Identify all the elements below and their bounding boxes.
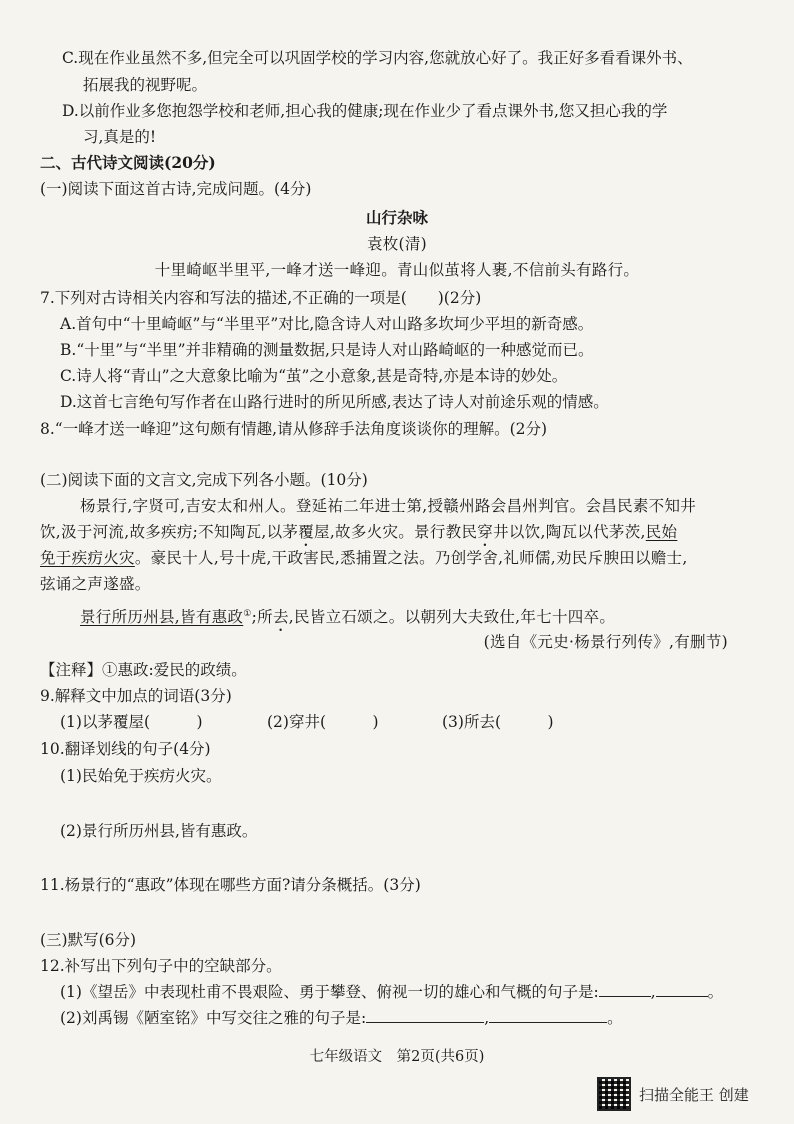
q7-option-c: C.诗人将“青山”之大意象比喻为“茧”之小意象,甚是奇特,亦是本诗的妙处。 bbox=[60, 367, 568, 385]
page-footer: 七年级语文 第2页(共6页) bbox=[309, 1049, 485, 1065]
option-d-line1: D.以前作业多您抱怨学校和老师,担心我的健康;现在作业少了看点课外书,您又担心我的学 bbox=[62, 102, 668, 120]
dotted-word-chuan: 穿 bbox=[477, 523, 494, 541]
scanner-watermark: 扫描全能王 创建 bbox=[639, 1086, 749, 1104]
underlined-sentence-1a: 民始 bbox=[645, 523, 678, 541]
option-d-line2: 习,真是的! bbox=[83, 128, 157, 146]
underlined-sentence-1b: 免于疾疠火灾 bbox=[40, 549, 135, 567]
answer-blank[interactable] bbox=[489, 1008, 607, 1023]
answer-blank[interactable] bbox=[366, 1008, 484, 1023]
q7-option-b: B.“十里”与“半里”并非精确的测量数据,只是诗人对山路崎岖的一种感觉而已。 bbox=[60, 341, 594, 359]
q10-stem: 10.翻译划线的句子(4分) bbox=[40, 740, 211, 758]
q8-stem: 8.“一峰才送一峰迎”这句颇有情趣,请从修辞手法角度谈谈你的理解。(2分) bbox=[40, 420, 548, 438]
answer-blank[interactable] bbox=[599, 982, 651, 997]
q10-item-1: (1)民始免于疾疠火灾。 bbox=[60, 767, 222, 785]
passage-line4: 弦诵之声遂盛。 bbox=[40, 575, 151, 593]
q12-item-2: (2)刘禹锡《陋室铭》中写交往之雅的句子是: , 。 bbox=[60, 1009, 623, 1027]
dotted-word-fu: 覆 bbox=[298, 523, 315, 541]
qr-code-icon bbox=[597, 1077, 631, 1111]
q7-option-a: A.首句中“十里崎岖”与“半里平”对比,隐含诗人对山路多坎坷少平坦的新奇感。 bbox=[60, 315, 594, 333]
q9-item-2: (2)穿井( ) bbox=[267, 713, 379, 731]
option-c-line2: 拓展我的视野呢。 bbox=[83, 76, 208, 94]
annotation-note: 【注释】①惠政:爱民的政绩。 bbox=[40, 661, 247, 679]
passage-line5: 景行所历州县,皆有惠政①;所去,民皆立石颂之。以朝列大夫致仕,年七十四卒。 bbox=[80, 608, 616, 627]
q12-stem: 12.补写出下列句子中的空缺部分。 bbox=[40, 957, 282, 975]
poem-text: 十里崎岖半里平,一峰才送一峰迎。青山似茧将人裹,不信前头有路行。 bbox=[154, 261, 640, 279]
part-2-intro: (二)阅读下面的文言文,完成下列各小题。(10分) bbox=[40, 471, 368, 489]
q10-item-2: (2)景行所历州县,皆有惠政。 bbox=[60, 822, 258, 840]
option-c-line1: C.现在作业虽然不多,但完全可以巩固学校的学习内容,您就放心好了。我正好多看看课外书、 bbox=[62, 49, 693, 67]
passage-line3: 免于疾疠火灾。豪民十人,号十虎,干政害民,悉捕置之法。乃创学舍,礼师儒,劝民斥腴田以赡士, bbox=[40, 549, 688, 567]
passage-line2: 饮,汲于河流,故多疾疠;不知陶瓦,以茅覆屋,故多火灾。景行教民穿井以饮,陶瓦以代茅茨,民始 bbox=[40, 523, 678, 541]
answer-blank[interactable] bbox=[656, 982, 708, 997]
q7-stem: 7.下列对古诗相关内容和写法的描述,不正确的一项是( )(2分) bbox=[40, 289, 482, 307]
underlined-sentence-2: 景行所历州县,皆有惠政 bbox=[80, 608, 244, 627]
part-3-intro: (三)默写(6分) bbox=[40, 931, 137, 949]
part-1-intro: (一)阅读下面这首古诗,完成问题。(4分) bbox=[40, 180, 312, 198]
dotted-word-qu: 去 bbox=[272, 608, 289, 627]
q9-stem: 9.解释文中加点的词语(3分) bbox=[40, 687, 232, 705]
q11-stem: 11.杨景行的“惠政”体现在哪些方面?请分条概括。(3分) bbox=[40, 876, 421, 894]
passage-source: (选自《元史·杨景行列传》,有删节) bbox=[483, 633, 728, 651]
poem-author: 袁枚(清) bbox=[366, 235, 428, 253]
q7-option-d: D.这首七言绝句写作者在山路行进时的所见所感,表达了诗人对前途乐观的情感。 bbox=[60, 393, 609, 411]
passage-line1: 杨景行,字贤可,吉安太和州人。登延祐二年进士第,授赣州路会昌州判官。会昌民素不知井 bbox=[80, 497, 697, 515]
q9-item-1: (1)以茅覆屋( ) bbox=[60, 713, 203, 731]
q12-item-1: (1)《望岳》中表现杜甫不畏艰险、勇于攀登、俯视一切的雄心和气概的句子是: , 。 bbox=[60, 983, 724, 1001]
q9-item-3: (3)所去( ) bbox=[442, 713, 554, 731]
section-2-title: 二、古代诗文阅读(20分) bbox=[40, 153, 216, 172]
poem-title: 山行杂咏 bbox=[365, 209, 428, 227]
